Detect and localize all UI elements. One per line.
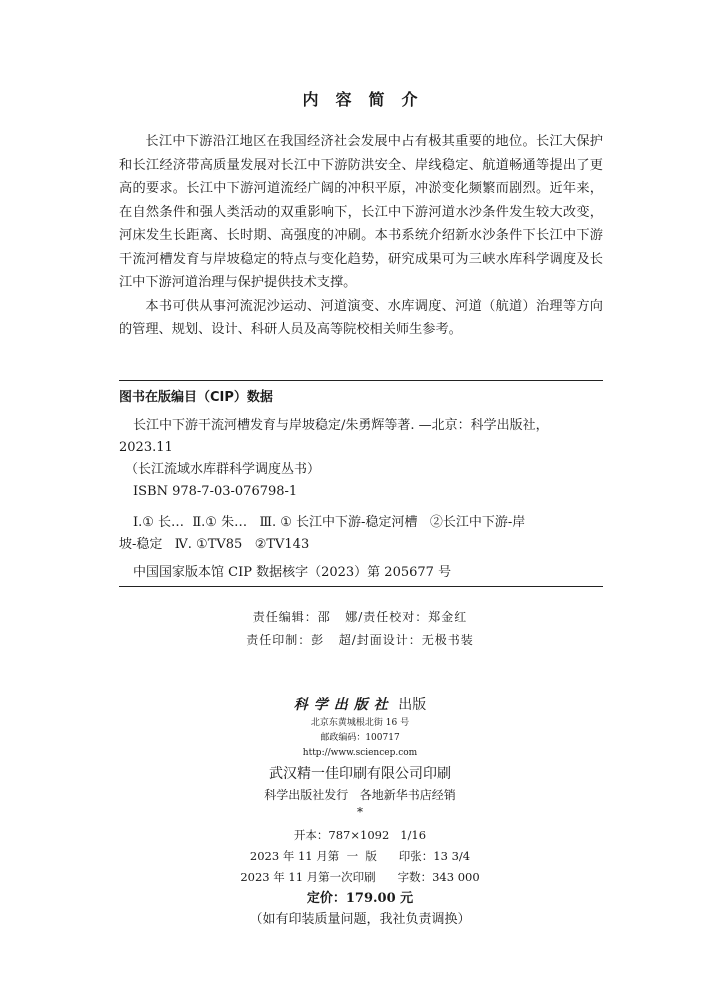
publisher-brand: 科学出版社: [293, 697, 394, 713]
credits: [0, 606, 720, 652]
cip-block: [119, 380, 603, 587]
separator-star: *: [357, 805, 363, 819]
book-printing: 2023 年 11 月第一次印刷 字数：343 000: [240, 870, 480, 884]
publisher-suffix: 出版: [393, 697, 427, 713]
book-format: 开本：787×1092 1/16: [293, 828, 427, 842]
cip-classification: Ⅰ.① 长… Ⅱ.① 朱… Ⅲ. ① 长江中下游-稳定河槽 ②长江中下游-岸: [133, 515, 526, 530]
cip-record-number: 中国国家版本馆 CIP 数据核字（2023）第 205677 号: [133, 565, 452, 580]
book-edition: 2023 年 11 月第 一 版 印张：13 3/4: [249, 849, 471, 863]
page-title: 内容简介: [302, 90, 435, 109]
quality-note: （如有印装质量问题，我社负责调换）: [249, 912, 471, 927]
credits-production: 责任印制：彭 超/封面设计：无极书装: [246, 633, 474, 647]
cip-title-line: 长江中下游干流河槽发育与岸坡稳定/朱勇辉等著. —北京：科学出版社，: [133, 418, 549, 433]
cip-title-line: 2023.11: [119, 440, 173, 455]
intro-paragraph: 本书可供从事河流泥沙运动、河道演变、水库调度、河道（航道）治理等方向的管理、规划、设计、科研人员及高等院校相关师生参考。: [119, 298, 603, 337]
intro-section: [119, 130, 603, 342]
publisher-website: http://www.sciencep.com: [302, 748, 418, 758]
cip-classification: 坡-稳定 Ⅳ. ①TV85 ②TV143: [119, 537, 310, 552]
cip-isbn: ISBN 978-7-03-076798-1: [133, 484, 298, 499]
publisher-block: [0, 694, 720, 930]
publisher-postcode: 邮政编码：100717: [320, 733, 400, 743]
intro-paragraph: 长江中下游沿江地区在我国经济社会发展中占有极其重要的地位。长江大保护和长江经济带高质量发展对长江中下游防洪安全、岸线稳定、航道畅通等提出了更高的要求。长江中下游河道流经广阔的冲积平原，冲淤变化频繁而剧烈。近年来，在自然条件和强人类活动的双重影响下，长江中下游河道水沙条件发生较大改变，河床发生长距离、长时期、高强度的冲刷。本书系统介绍新水沙条件下长江中下游干流河槽发育与岸坡稳定的特点与变化趋势，研究成果可为三峡水库科学调度及长江中下游河道治理与保护提供技术支撑。: [119, 134, 603, 290]
cip-series: （长江流域水库群科学调度丛书）: [125, 462, 321, 477]
printer: 武汉精一佳印刷有限公司印刷: [269, 766, 451, 782]
book-price: 定价：179.00 元: [306, 891, 414, 906]
cip-heading: 图书在版编目（CIP）数据: [119, 390, 273, 405]
publisher-line: [0, 694, 720, 716]
publisher-address: 北京东黄城根北街 16 号: [310, 718, 410, 728]
credits-editors: 责任编辑：邵 娜/责任校对：郑金红: [252, 610, 468, 624]
distribution: 科学出版社发行 各地新华书店经销: [264, 788, 456, 802]
